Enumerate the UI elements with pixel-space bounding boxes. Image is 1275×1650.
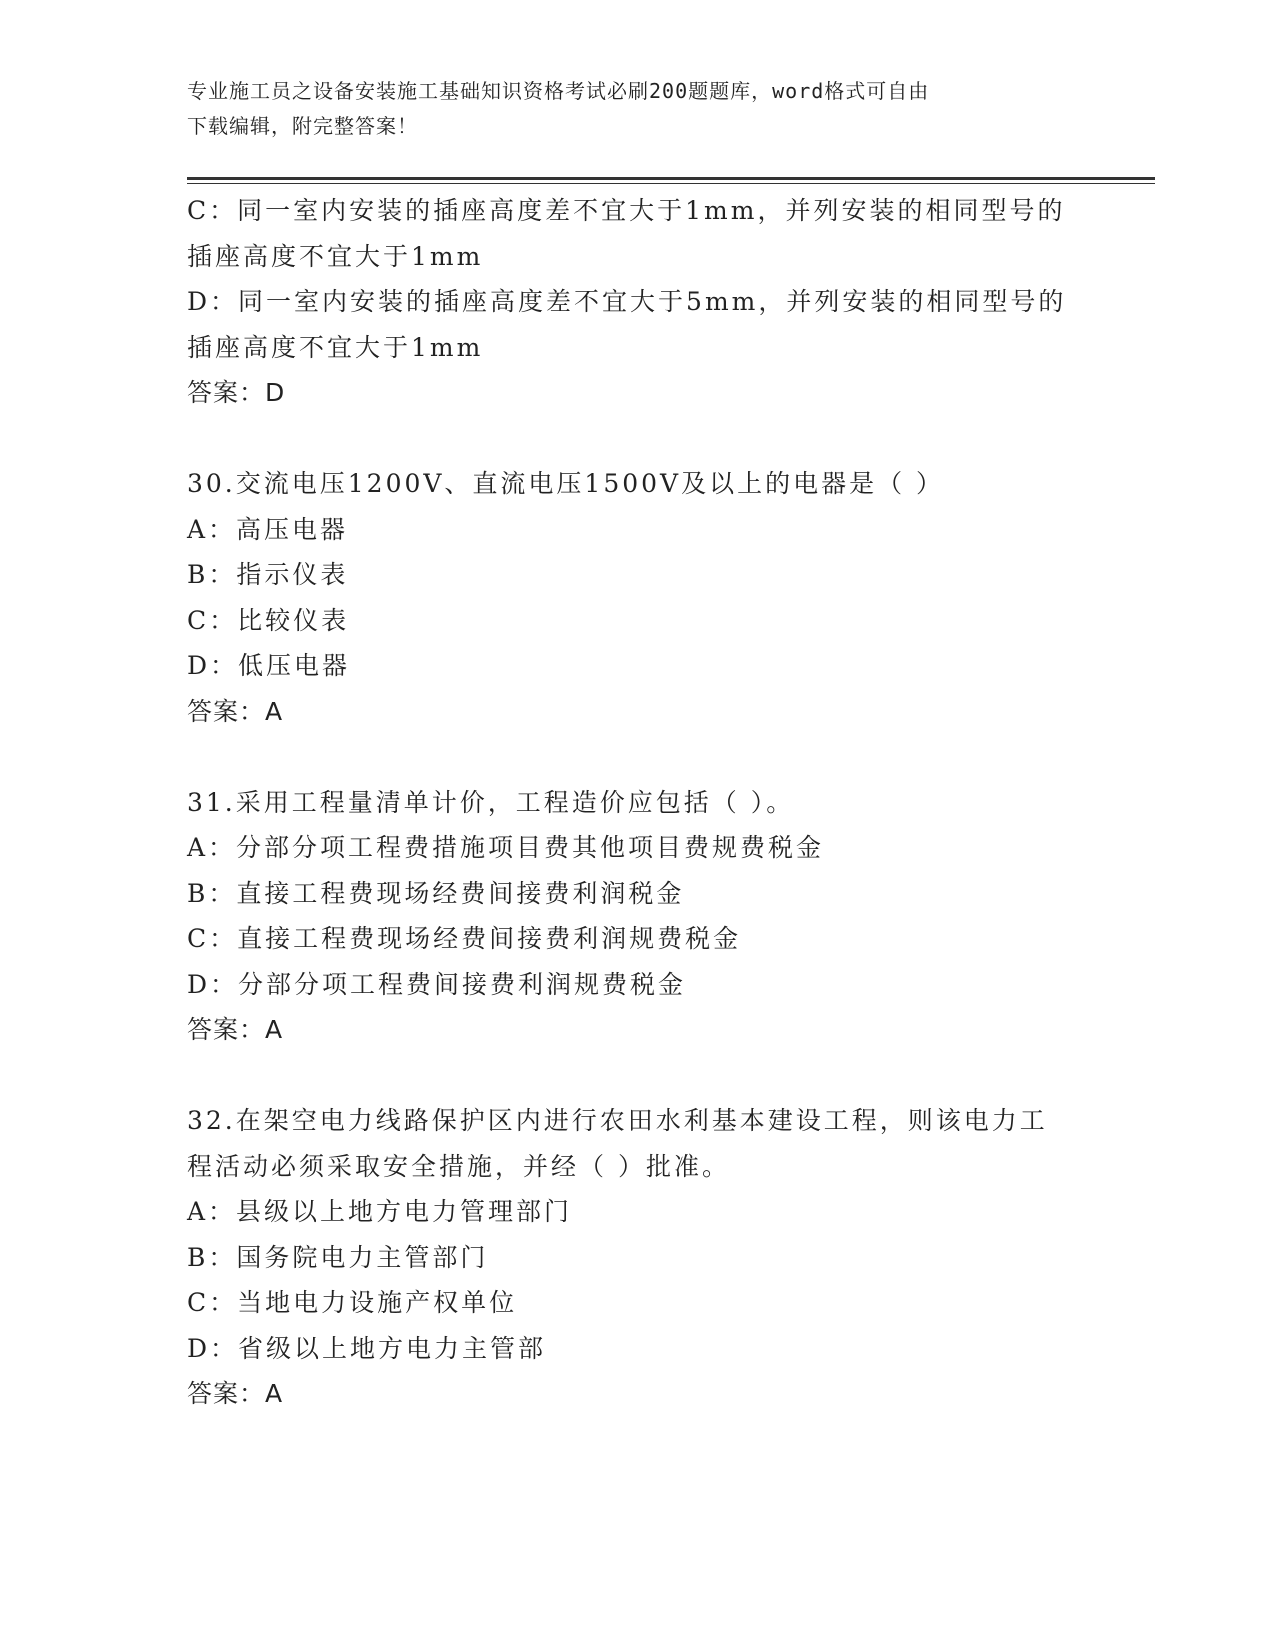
question-32-block xyxy=(187,1098,1087,1417)
answer-text: 答案：A xyxy=(187,696,284,726)
option-c-line-1: C：同一室内安装的插座高度差不宜大于1mm，并列安装的相同型号的 xyxy=(187,196,1066,225)
question-31-block xyxy=(187,780,1087,1053)
spacer xyxy=(187,1053,1087,1099)
previous-question-block xyxy=(187,188,1087,416)
question-30-block xyxy=(187,461,1087,734)
option-d: D：省级以上地方电力主管部 xyxy=(187,1333,547,1363)
spacer xyxy=(187,734,1087,780)
question-stem-line-2: 程活动必须采取安全措施，并经（ ）批准。 xyxy=(187,1151,730,1181)
header-divider-thin xyxy=(187,183,1155,184)
header-divider-thick xyxy=(187,177,1155,180)
answer-text: 答案：A xyxy=(187,1015,284,1044)
answer-text: 答案：D xyxy=(187,378,286,407)
option-c: C：比较仪表 xyxy=(187,605,350,635)
spacer xyxy=(187,416,1087,462)
option-b: B：国务院电力主管部门 xyxy=(187,1242,489,1272)
header-title-line-2: 下载编辑，附完整答案！ xyxy=(187,114,418,138)
option-a: A：分部分项工程费措施项目费其他项目费规费税金 xyxy=(187,833,825,862)
option-d-line-1: D：同一室内安装的插座高度差不宜大于5mm，并列安装的相同型号的 xyxy=(187,287,1067,316)
header-title-line-1: 专业施工员之设备安装施工基础知识资格考试必刷200题题库，word格式可自由 xyxy=(187,79,930,103)
option-c: C：直接工程费现场经费间接费利润规费税金 xyxy=(187,924,742,953)
question-list xyxy=(187,188,1087,1417)
option-b: B：指示仪表 xyxy=(187,560,349,589)
option-c-line-2: 插座高度不宜大于1mm xyxy=(187,241,484,271)
option-a: A：高压电器 xyxy=(187,514,349,544)
question-stem: 30.交流电压1200V、直流电压1500V及以上的电器是（ ） xyxy=(187,469,945,498)
option-d: D：低压电器 xyxy=(187,651,351,680)
option-a: A：县级以上地方电力管理部门 xyxy=(187,1197,573,1226)
option-d-line-2: 插座高度不宜大于1mm xyxy=(187,332,484,362)
option-b: B：直接工程费现场经费间接费利润税金 xyxy=(187,878,685,908)
question-stem: 31.采用工程量清单计价，工程造价应包括（ ）。 xyxy=(187,787,795,817)
answer-text: 答案：A xyxy=(187,1379,284,1408)
option-c: C：当地电力设施产权单位 xyxy=(187,1288,518,1317)
document-header xyxy=(187,74,1067,144)
option-d: D：分部分项工程费间接费利润规费税金 xyxy=(187,969,687,999)
question-stem-line-1: 32.在架空电力线路保护区内进行农田水利基本建设工程，则该电力工 xyxy=(187,1106,1048,1135)
